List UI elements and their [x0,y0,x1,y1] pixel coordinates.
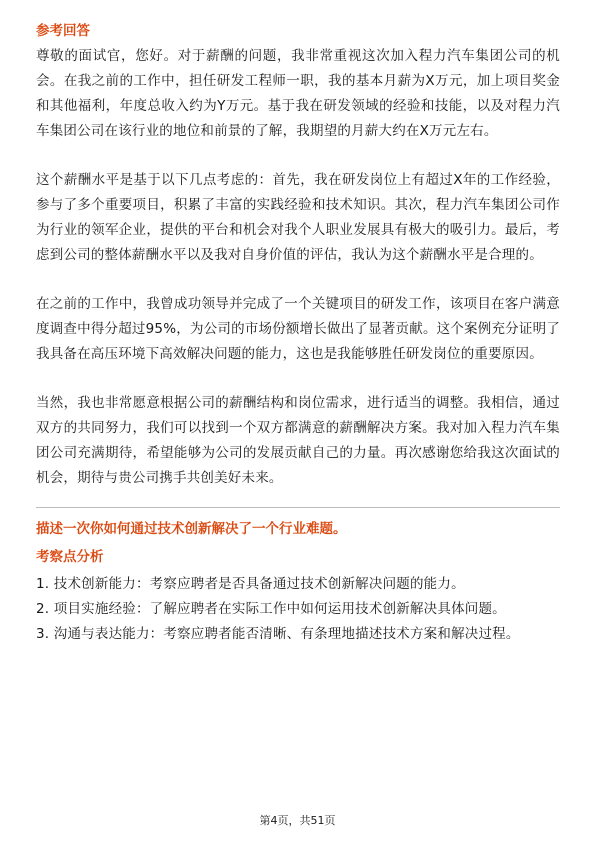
analysis-item-1: 1. 技术创新能力：考察应聘者是否具备通过技术创新解决问题的能力。 [36,576,465,592]
section-divider [36,507,560,508]
interview-question: 描述一次你如何通过技术创新解决了一个行业难题。 [36,521,347,537]
answer-paragraph-1: 尊敬的面试官，您好。对于薪酬的问题，我非常重视这次加入程力汽车集团公司的机会。在我之前的工作中，担任研发工程师一职，我的基本月薪为X万元，加上项目奖金和其他福利，年度总收入约为Y万元。基于我在研发领域的经验和技能，以及对程力汽车集团公司在该行业的地位和前景的了解，我期望的月薪大约在X万元左右。 [36,48,560,139]
answer-paragraph-3: 在之前的工作中，我曾成功领导并完成了一个关键项目的研发工作，该项目在客户满意度调查中得分超过95%，为公司的市场份额增长做出了显著贡献。这个案例充分证明了我具备在高压环境下高效解决问题的能力，这也是我能够胜任研发岗位的重要原因。 [36,296,560,362]
page-footer: 第4页，共51页 [259,814,336,827]
answer-heading: 参考回答 [36,23,90,39]
page-content [36,20,560,647]
analysis-item-2: 2. 项目实施经验：了解应聘者在实际工作中如何运用技术创新解决具体问题。 [36,601,506,617]
analysis-heading: 考察点分析 [36,549,104,565]
answer-paragraph-4: 当然，我也非常愿意根据公司的薪酬结构和岗位需求，进行适当的调整。我相信，通过双方的共同努力，我们可以找到一个双方都满意的薪酬解决方案。我对加入程力汽车集团公司充满期待，希望能够为公司的发展贡献自己的力量。再次感谢您给我这次面试的机会，期待与贵公司携手共创美好未来。 [36,395,560,486]
analysis-list [36,572,560,647]
answer-paragraph-2: 这个薪酬水平是基于以下几点考虑的：首先，我在研发岗位上有超过X年的工作经验，参与了多个重要项目，积累了丰富的实践经验和技术知识。其次，程力汽车集团公司作为行业的领军企业，提供的平台和机会对我个人职业发展具有极大的吸引力。最后，考虑到公司的整体薪酬水平以及我对自身价值的评估，我认为这个薪酬水平是合理的。 [36,172,560,263]
analysis-item-3: 3. 沟通与表达能力：考察应聘者能否清晰、有条理地描述技术方案和解决过程。 [36,626,520,642]
